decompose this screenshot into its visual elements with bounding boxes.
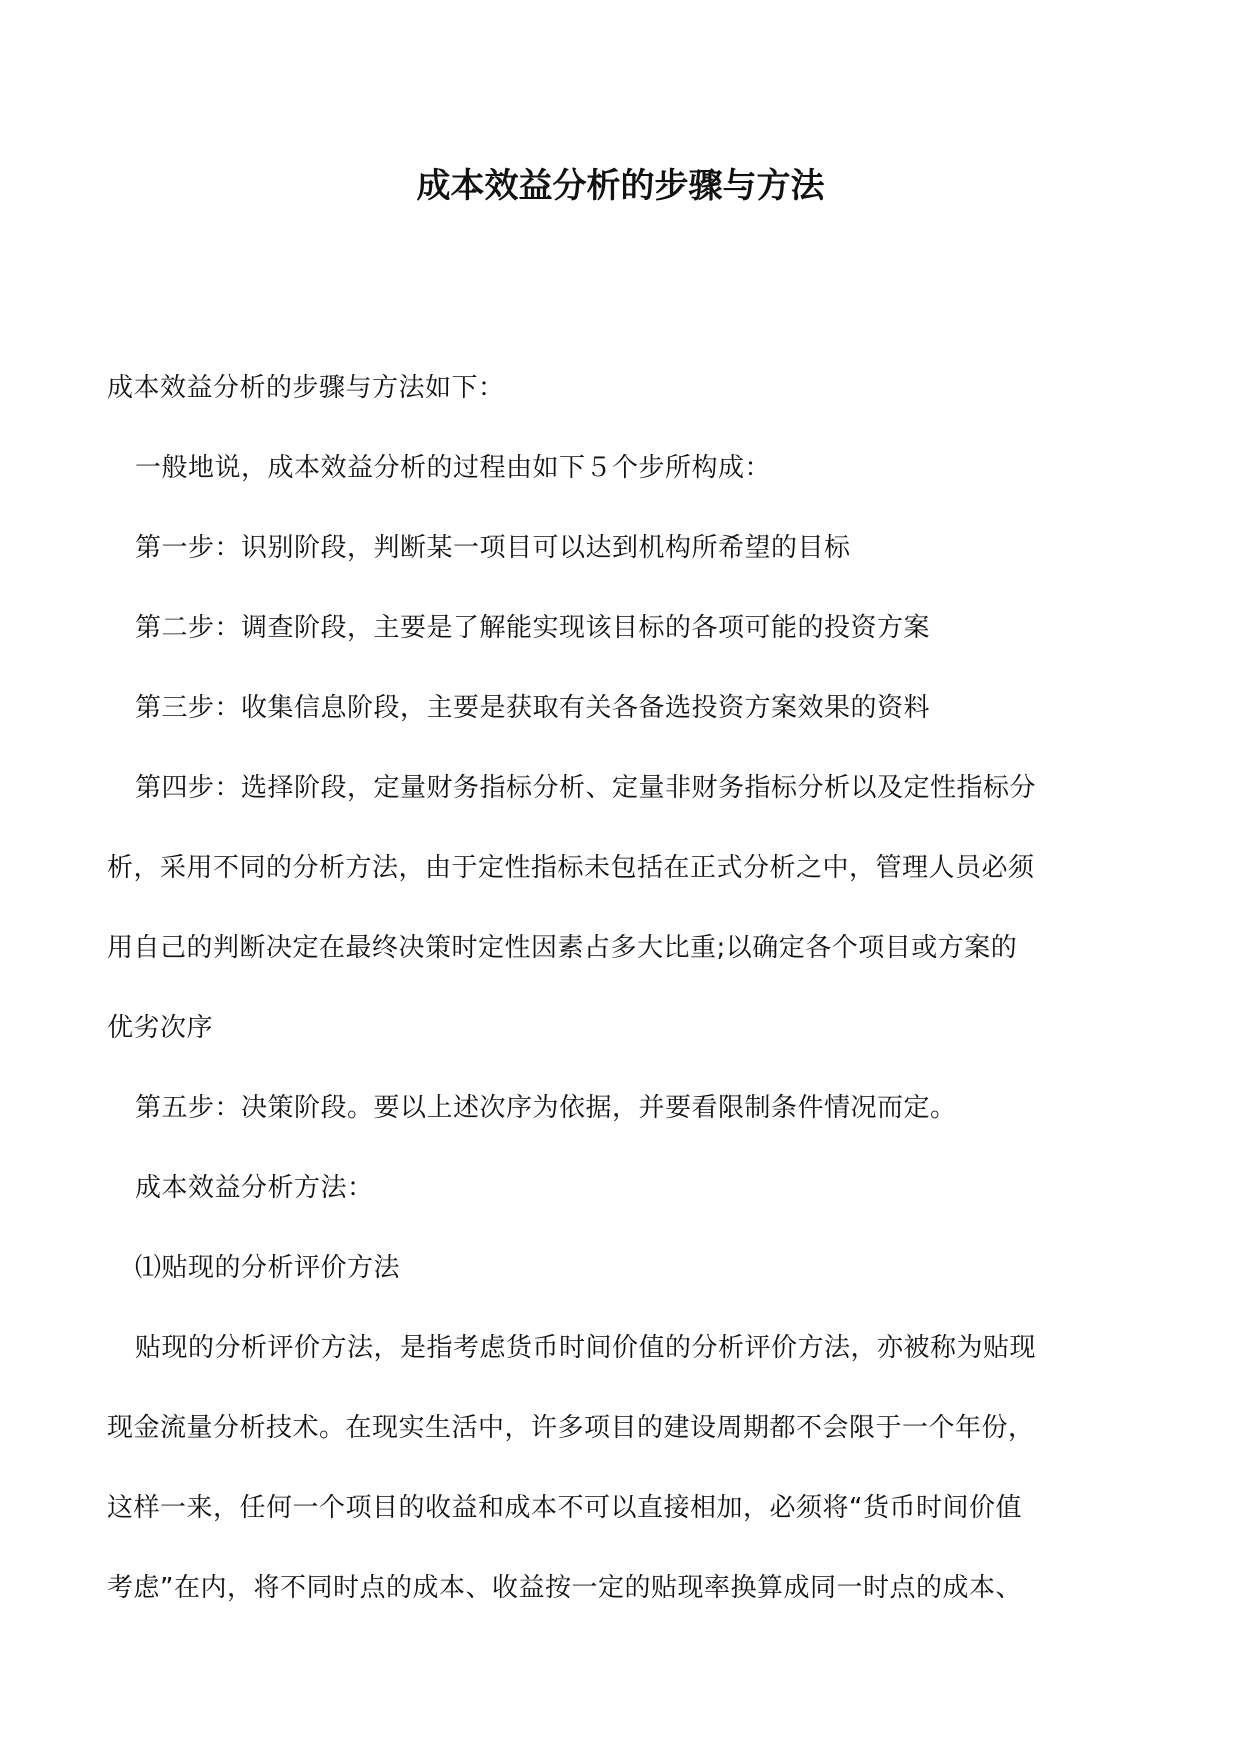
step-four-line-3: 用自己的判断决定在最终决策时定性因素占多大比重;以确定各个项目或方案的	[107, 933, 1018, 963]
discount-paragraph-line-4: 考虑”在内，将不同时点的成本、收益按一定的贴现率换算成同一时点的成本、	[107, 1573, 1022, 1603]
document-body	[107, 348, 1140, 1628]
step-two-line: 第二步：调查阶段，主要是了解能实现该目标的各项可能的投资方案	[135, 613, 931, 643]
step-one-line: 第一步：识别阶段，判断某一项目可以达到机构所希望的目标	[135, 533, 851, 563]
method-one-heading: ⑴贴现的分析评价方法	[135, 1253, 401, 1283]
methods-heading: 成本效益分析方法：	[135, 1173, 374, 1203]
document-title: 成本效益分析的步骤与方法	[416, 166, 825, 206]
step-four-line-4: 优劣次序	[107, 1013, 214, 1043]
step-three-line: 第三步：收集信息阶段，主要是获取有关各备选投资方案效果的资料	[135, 693, 931, 723]
discount-paragraph-line-2: 现金流量分析技术。在现实生活中，许多项目的建设周期都不会限于一个年份，	[107, 1413, 1035, 1443]
step-five-line: 第五步：决策阶段。要以上述次序为依据，并要看限制条件情况而定。	[135, 1093, 957, 1123]
discount-paragraph-line-1: 贴现的分析评价方法，是指考虑货币时间价值的分析评价方法，亦被称为贴现	[135, 1333, 1037, 1363]
discount-paragraph-line-3: 这样一来，任何一个项目的收益和成本不可以直接相加，必须将“货币时间价值	[107, 1493, 1022, 1523]
intro-line: 成本效益分析的步骤与方法如下：	[107, 373, 505, 403]
step-four-line-2: 析，采用不同的分析方法，由于定性指标未包括在正式分析之中，管理人员必须	[107, 853, 1035, 883]
overview-line: 一般地说，成本效益分析的过程由如下５个步所构成：	[135, 453, 772, 483]
step-four-line-1: 第四步：选择阶段，定量财务指标分析、定量非财务指标分析以及定性指标分	[135, 773, 1037, 803]
